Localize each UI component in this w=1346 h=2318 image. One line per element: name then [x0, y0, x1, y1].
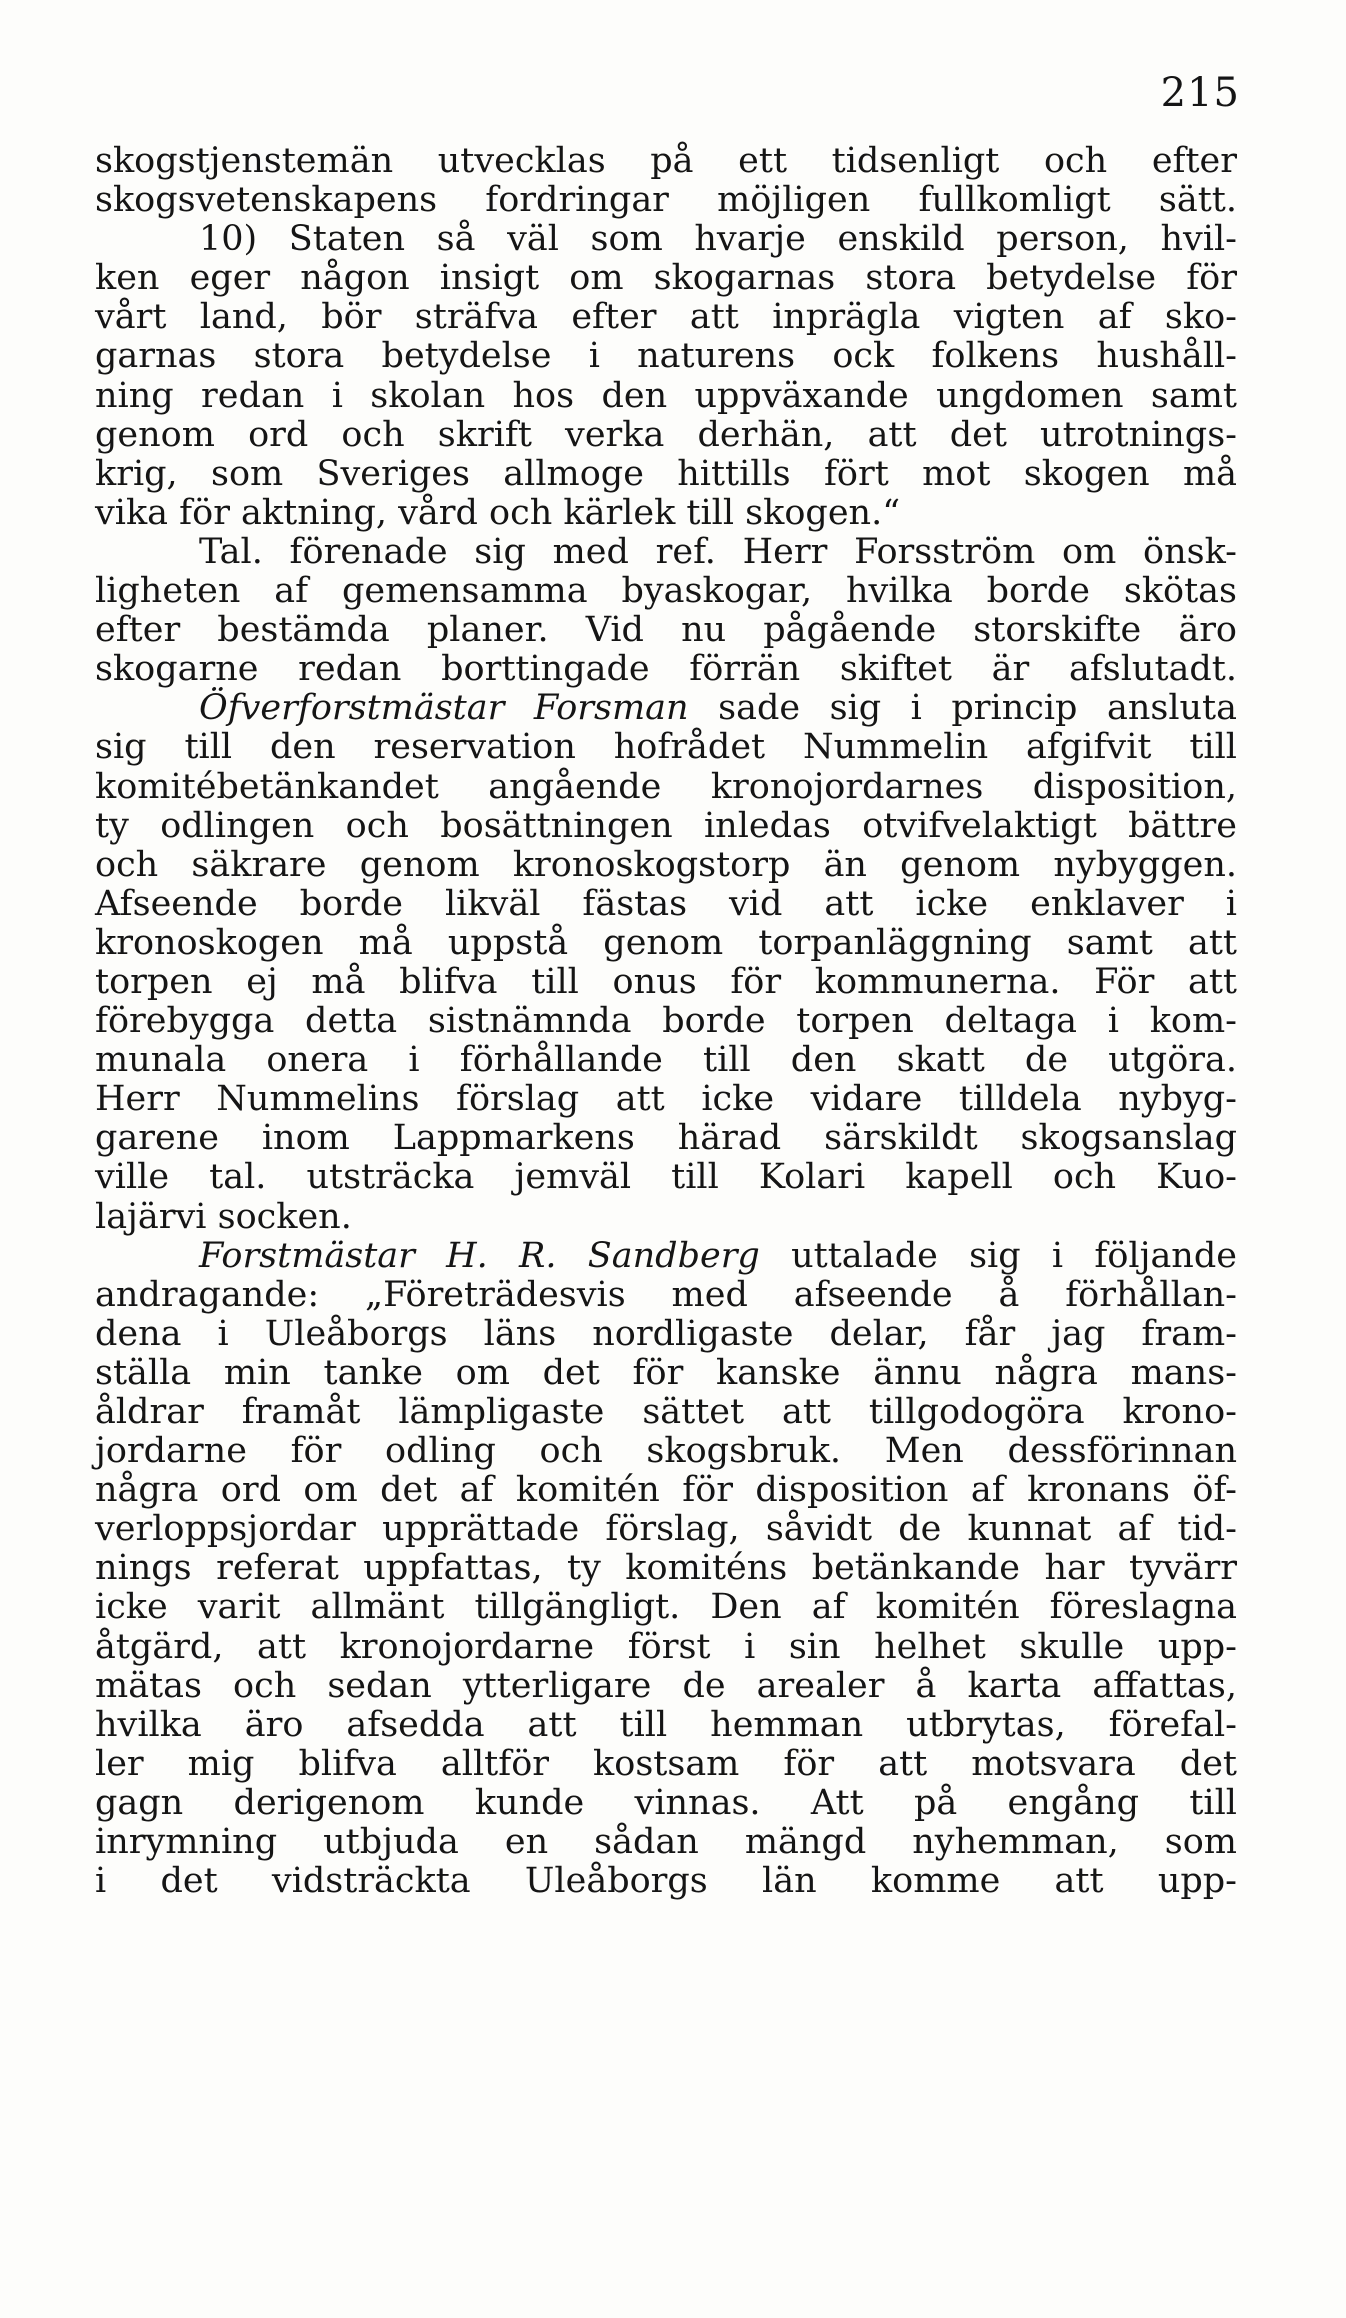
- body-text: [95, 142, 1237, 1901]
- text-line: [95, 846, 1237, 885]
- speaker-name: Öfverforstmästar Forsman: [199, 688, 689, 729]
- text-line: [95, 1588, 1237, 1627]
- text-line: [95, 1628, 1237, 1667]
- text-line: [95, 1158, 1237, 1197]
- line-text: förebygga detta sistnämnda borde torpen deltaga i kom-: [95, 1001, 1237, 1042]
- text-line: [95, 1002, 1237, 1041]
- text-line: [95, 768, 1237, 807]
- line-text: och säkrare genom kronoskogstorp än genom nybyggen.: [95, 844, 1237, 885]
- speaker-name: Forstmästar H. R. Sandberg: [199, 1235, 760, 1276]
- line-text: munala onera i förhållande till den skatt de utgöra.: [95, 1040, 1237, 1081]
- text-line: [95, 1471, 1237, 1510]
- line-text: Herr Nummelins förslag att icke vidare tilldela nybyg-: [95, 1079, 1237, 1120]
- text-line: [95, 924, 1237, 963]
- text-line: [95, 259, 1237, 298]
- line-text: Tal. förenade sig med ref. Herr Forsström om önsk-: [199, 531, 1237, 572]
- text-line: [95, 1432, 1237, 1471]
- text-line: [95, 416, 1237, 455]
- line-text: ty odlingen och bosättningen inledas otvifvelaktigt bättre: [95, 805, 1237, 846]
- line-text: mätas och sedan ytterligare de arealer å karta affattas,: [95, 1665, 1237, 1706]
- text-line: [95, 1080, 1237, 1119]
- line-text: åldrar framåt lämpligaste sättet att tillgodogöra krono-: [95, 1392, 1237, 1432]
- text-line: [95, 807, 1237, 846]
- line-text: sig till den reservation hofrådet Nummelin afgifvit till: [95, 727, 1237, 768]
- line-text: verloppsjordar upprättade förslag, såvidt de kunnat af tid-: [95, 1509, 1237, 1550]
- line-text: ken eger någon insigt om skogarnas stora betydelse för: [95, 258, 1237, 299]
- text-line: [95, 533, 1237, 572]
- text-line: [95, 1667, 1237, 1706]
- text-line: [95, 1745, 1237, 1784]
- line-text: skogstjenstemän utvecklas på ett tidsenligt och efter: [95, 141, 1237, 181]
- line-text: torpen ej må blifva till onus för kommunerna. För att: [95, 961, 1237, 1002]
- line-text: hvilka äro afsedda att till hemman utbrytas, förefal-: [95, 1704, 1237, 1745]
- text-line: [95, 885, 1237, 924]
- line-text: skogarne redan borttingade förrän skiftet är afslutadt.: [95, 649, 1237, 690]
- line-text: genom ord och skrift verka derhän, att det utrotnings-: [95, 414, 1237, 455]
- line-text: ning redan i skolan hos den uppväxande ungdomen samt: [95, 375, 1237, 416]
- text-line: [95, 728, 1237, 767]
- text-line: [95, 181, 1237, 220]
- text-line: [95, 220, 1237, 259]
- line-text: åtgärd, att kronojordarne först i sin helhet skulle upp-: [95, 1626, 1237, 1667]
- line-text: sade sig i princip ansluta: [718, 688, 1237, 729]
- text-line: [95, 1041, 1237, 1080]
- line-text: andragande: „Företrädesvis med afseende å förhållan-: [95, 1274, 1237, 1315]
- text-line: [95, 1119, 1237, 1158]
- text-line: [95, 1549, 1237, 1588]
- text-line: [95, 1706, 1237, 1745]
- line-text: ställa min tanke om det för kanske ännu några mans-: [95, 1352, 1237, 1393]
- text-line: [95, 1510, 1237, 1549]
- line-text: Afseende borde likväl fästas vid att icke enklaver i: [95, 883, 1237, 924]
- line-text: nings referat uppfattas, ty komiténs betänkande har tyvärr: [95, 1548, 1237, 1589]
- text-line: [95, 1198, 1237, 1237]
- text-line: [95, 1315, 1237, 1354]
- page-number: 215: [1160, 70, 1240, 116]
- text-line: [95, 1862, 1237, 1901]
- line-text: ville tal. utsträcka jemväl till Kolari kapell och Kuo-: [95, 1157, 1237, 1198]
- text-line: [95, 142, 1237, 181]
- line-text: skogsvetenskapens fordringar möjligen fullkomligt sätt.: [95, 180, 1237, 221]
- line-text: några ord om det af komitén för disposition af kronans öf-: [95, 1470, 1237, 1511]
- line-text: dena i Uleåborgs läns nordligaste delar, får jag fram-: [95, 1313, 1237, 1354]
- line-text: komitébetänkandet angående kronojordarnes disposition,: [95, 766, 1237, 807]
- text-line: [95, 1393, 1237, 1432]
- text-line: [95, 337, 1237, 376]
- text-line: [95, 1784, 1237, 1823]
- line-text: ler mig blifva alltför kostsam för att motsvara det: [95, 1743, 1237, 1784]
- line-text: vika för aktning, vård och kärlek till skogen.“: [95, 492, 901, 533]
- line-text: ligheten af gemensamma byaskogar, hvilka borde skötas: [95, 571, 1237, 612]
- line-text: inrymning utbjuda en sådan mängd nyhemman, som: [95, 1822, 1237, 1863]
- text-line: [95, 650, 1237, 689]
- line-text: lajärvi socken.: [95, 1196, 352, 1237]
- text-line: [95, 494, 1237, 533]
- line-text: garene inom Lappmarkens härad särskildt skogsanslag: [95, 1118, 1237, 1159]
- line-text: i det vidsträckta Uleåborgs län komme att upp-: [95, 1861, 1237, 1902]
- line-text: krig, som Sveriges allmoge hittills fört mot skogen må: [95, 453, 1237, 494]
- text-line: [95, 1354, 1237, 1393]
- line-text: jordarne för odling och skogsbruk. Men dessförinnan: [95, 1431, 1237, 1472]
- text-line: [95, 963, 1237, 1002]
- line-text: gagn derigenom kunde vinnas. Att på engång till: [95, 1782, 1237, 1823]
- text-line: [95, 298, 1237, 337]
- text-line: [95, 1276, 1237, 1315]
- line-text: icke varit allmänt tillgängligt. Den af komitén föreslagna: [95, 1587, 1237, 1628]
- line-text: uttalade sig i följande: [791, 1235, 1237, 1276]
- text-line: [95, 377, 1237, 416]
- text-line: [95, 611, 1237, 650]
- line-text: efter bestämda planer. Vid nu pågående storskifte äro: [95, 610, 1237, 651]
- text-line: [95, 455, 1237, 494]
- line-text: garnas stora betydelse i naturens ock folkens hushåll-: [95, 336, 1237, 377]
- line-text: vårt land, bör sträfva efter att inprägla vigten af sko-: [95, 297, 1237, 338]
- line-text: kronoskogen må uppstå genom torpanläggning samt att: [95, 922, 1237, 963]
- text-line: [95, 572, 1237, 611]
- text-line: [95, 1237, 1237, 1276]
- text-line: [95, 1823, 1237, 1862]
- line-text: 10) Staten så väl som hvarje enskild person, hvil-: [199, 219, 1237, 260]
- text-line: [95, 689, 1237, 728]
